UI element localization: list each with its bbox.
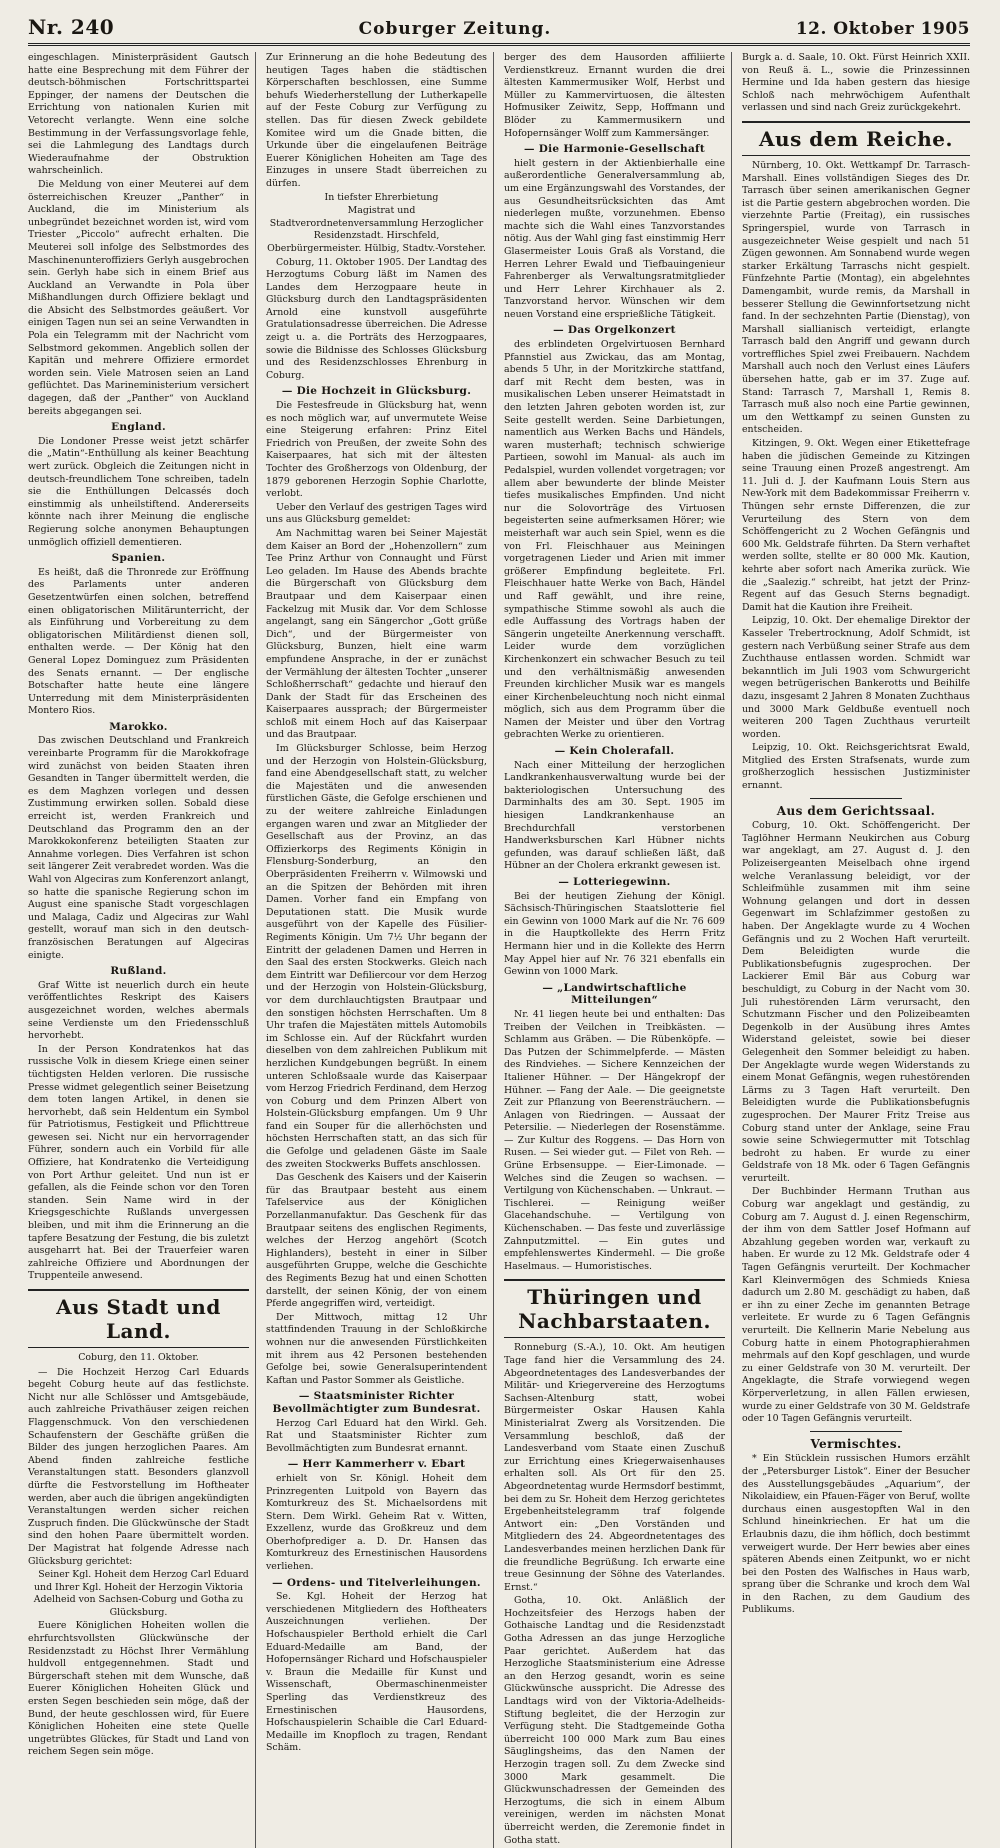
- article-paragraph: Ueber den Verlauf des gestrigen Tages wird uns aus Glücksburg gemeldet:: [266, 501, 487, 526]
- article-paragraph: des erblindeten Orgelvirtuosen Bernhard Pfannstiel aus Zwickau, das am Montag, abends 5 Uhr, in der Moritzkirche stattfand, darf mit Recht dem besten, was in musikalischen Leben unserer Heimatstadt in den letzten Jahren geboten worden ist, zur Seite gestellt werden. Seine Darbietungen, namentlich aus Werken Bachs und Händels, waren musterhaft; technisch schwierige Partieen, sowohl im Manual- als auch im Pedalspiel, wurden vollendet vorgetragen; vor allem aber bewunderte der blinde Meister tiefes musikalisches Empfinden. Und nicht nur die Solovorträge des Virtuosen begeisterten seine aufmerksamen Hörer; wie meisterhaft war auch sein Spiel, wenn es die von Frl. Fleischhauer aus Meiningen vorgetragenen Lieder und Arien mit immer größerer Empfindung begleitete. Frl. Fleischhauer hatte Werke von Bach, Händel und Raff gewählt, und ihre reine, sympathische Stimme sowohl als auch die edle Auffassung des Vortrags haben der Sängerin ungeteilte Anerkennung verschafft. Leider wurde dem vorzüglichen Kirchenkonzert ein schwacher Besuch zu teil und den verhältnismäßig anwesenden Freunden kirchlicher Musik war es mangels einer Kirchenbeleuchtung noch nicht einmal möglich, sich aus dem Programm über die Namen der Meister und über den Vortrag gebrachten Werke zu orientieren.: [504, 339, 725, 741]
- masthead: [28, 12, 970, 46]
- article-paragraph: Ronneburg (S.-A.), 10. Okt. Am heutigen Tage fand hier die Versammlung des 24. Abgeordnetentages des Landesverbandes der Militär- und Kriegervereine des Herzogtums Sachsen-Altenburg statt, wobei Bürgermeister Oskar Hausen Kahla Ministerialrat Zwerg als Vorsitzenden. Die Versammlung beschloß, daß der Landesverband vom Staate einen Zuschuß zur Errichtung eines Kriegerwaisenhauses erhalten soll. Als Ort für den 25. Abgeordnetentag wurde Hermsdorf bestimmt, bei dem zu Sr. Hoheit dem Herzog gerichtetes Ergebenheitstelegramm traf folgende Antwort ein: „Den Vorständen und Mitgliedern des 24. Abgeordnetentages des Landesverbandes meinen herzlichen Dank für die freundliche Begrüßung. Ich erwarte eine treue Gesinnung der Söhne des Vaterlandes. Ernst.“: [504, 1342, 725, 1593]
- article-paragraph: Euere Königlichen Hoheiten wollen die ehrfurchtsvollsten Glückwünsche der Residenzstadt zu Höchst Ihrer Vermählung huldvoll entgegennehmen. Stadt und Bürgerschaft stehen mit dem Wunsche, daß Euerer Königlichen Hoheiten Glück und ersten Segen beschieden sein möge, daß der Bund, der heute geschlossen wird, für Euere Königlichen Hoheiten eine stete Quelle ungetrübtes Glückes, für Stadt und Land von reichem Segen sein möge.: [28, 1620, 249, 1758]
- section-heading: Spanien.: [111, 552, 166, 565]
- article-paragraph: erhielt von Sr. Königl. Hoheit dem Prinzregenten Luitpold von Bayern das Komturkreuz des St. Michaelsordens mit Stern. Dem Wirkl. Geheim Rat v. Witten, Exzellenz, wurde das Großkreuz und dem Oberhofprediger a. D. Dr. Hansen das Komturkreuz des Ernestinischen Hausordens verliehen.: [266, 1472, 487, 1573]
- article-paragraph: Se. Kgl. Hoheit der Herzog hat verschiedenen Mitgliedern des Hoftheaters Auszeichnungen verliehen. Der Hofschauspieler Berthold erhielt die Carl Eduard-Medaille am Band, der Hofopernsänger Richard und Hofschauspieler v. Braun die Medaille für Kunst und Wissenschaft, Obermaschinenmeister Sperling das Verdienstkreuz des Ernestinischen Hausordens, Hofschauspielerin Schaible die Carl Eduard-Medaille im Knopfloch zu tragen, Rendant Schäm.: [266, 1591, 487, 1754]
- article-paragraph: Das zwischen Deutschland und Frankreich vereinbarte Programm für die Marokkofrage wird zunächst von beiden Staaten ihren Gesandten in Tanger übermittelt werden, die es dem Maghzen vorlegen und dessen Zustimmung erwirken sollen. Sobald diese erreicht ist, werden Frankreich und Deutschland das Programm den an der Marokkokonferenz beteiligten Staaten zur Annahme vorlegen. Dies Verfahren ist schon seit längerer Zeit verabredet worden. Was die Wahl von Algeciras zum Konferenzort anlangt, so hatte die spanische Regierung schon im August eine spanische Stadt vorgeschlagen und Malaga, Cadiz und Algeciras zur Wahl gestellt, worauf man sich in den deutsch-französischen Beratungen auf Algeciras einigte.: [28, 735, 249, 961]
- article-paragraph: Coburg, 11. Oktober 1905. Der Landtag des Herzogtums Coburg läßt im Namen des Landes dem Herzogpaare heute in Glücksburg durch den Landtagspräsidenten Arnold eine kunstvoll ausgeführte Gratulationsadresse überreichen. Die Adresse zeigt u. a. die Porträts des Herzogpaares, sowie die Bildnisse des Schlosses Glücksburg und des Residenzschlosses Ehrenburg in Coburg.: [266, 256, 487, 381]
- section-divider: [810, 798, 901, 799]
- issue-date: 12. Oktober 1905: [795, 19, 970, 39]
- article-paragraph: eingeschlagen. Ministerpräsident Gautsch hatte eine Besprechung mit dem Führer der deutsch-böhmischen Fortschrittspartei Eppinger, der namens der Deutschen die Errichtung von nationalen Kurien mit Vetorecht verlangte. Wenn eine solche Bestimmung in der Verfassungsvorlage fehle, sei die Lahmlegung des Landtags durch Wiederaufnahme der Obstruktion wahrscheinlich.: [28, 52, 249, 177]
- dateline: Coburg, den 11. Oktober.: [78, 1352, 199, 1363]
- article-paragraph: Burgk a. d. Saale, 10. Okt. Fürst Heinrich XXII. von Reuß ä. L., sowie die Prinzessinnen Hermine und Ida haben gestern das hiesige Schloß nach mehrwöchigem Aufenthalt verlassen und sind nach Greiz zurückgekehrt.: [742, 52, 970, 114]
- article-paragraph: * Ein Stücklein russischen Humors erzählt der „Petersburger Listok“. Einer der Besucher des Ausstellungsgebäudes „Aquarium“, der Nikolaidiew, ein Pfauen-Fäger von Beruf, wollte durchaus einen ausgestopften Wal in den Schlund hineinkriechen. Er hat um die Erlaubnis dazu, die ihm höflich, doch bestimmt verweigert wurde. Der Herr bewies aber eines späteren Abends einen Zeitpunkt, wo er nicht bei den Posten des Walfisches in Haus warb, sprang über die Schranke und kroch dem Wal in den Rachen, zu dem Gaudium des Publikums.: [742, 1453, 970, 1616]
- section-heading: — Ordens- und Titelverleihungen.: [272, 1576, 481, 1589]
- section-heading: England.: [111, 421, 166, 434]
- section-heading: — Lotteriegewinn.: [558, 876, 671, 888]
- article-paragraph: Die Meldung von einer Meuterei auf dem österreichischen Kreuzer „Panther“ in Auckland, die im Ministerium als unbegründet bezeichnet worden ist, wird vom Triester „Piccolo“ aufrecht erhalten. Die Meuterei soll infolge des Selbstmordes des Maschinenunteroffiziers Gerlyh ausgebrochen sein. Gerlyh habe sich in einem Brief aus Auckland an Verwandte in Pola über Mißhandlungen durch Offiziere beklagt und die Absicht des Selbstmordes geäußert. Vor einigen Tagen nun sei an seine Verwandten in Pola ein Telegramm mit der Nachricht vom Selbstmord gekommen. Angeblich sollen der Kapitän und mehrere Offiziere ermordet worden sein. Viele Matrosen seien an Land geflüchtet. Das Marineministerium versichert dagegen, daß der „Panther“ von Auckland bereits abgegangen sei.: [28, 178, 249, 417]
- article-paragraph: Nürnberg, 10. Okt. Wettkampf Dr. Tarrasch-Marshall. Eines vollständigen Sieges des Dr. Tarrasch über seinen amerikanischen Gegner ist die Partie gestern abgebrochen worden. Die vierzehnte Partie (Freitag), ein russisches Springerspiel, wurde von Tarrasch in ausgezeichneter Weise gespielt und nach 51 Zügen gewonnen. Am Sonnabend wurde wegen starker Erkältung Tarraschs nicht gespielt. Fünfzehnte Partie (Montag), ein abgelehntes Damengambit, wurde remis, da Marshall in besserer Stellung die Gewinnfortsetzung nicht fand. In der sechzehnten Partie (Dienstag), von Marshall siallianisch verteidigt, erlangte Tarrasch bald den Angriff und gewann durch vortreffliches Spiel zwei Freibauern. Nachdem Marshall auch noch den Verlust eines Läufers übersehen hatte, gab er im 37. Zuge auf. Stand: Tarrasch 7, Marshall 1, Remis 8. Tarrasch muß also noch eine Partie gewinnen, um den Wettkampf zu seinen Gunsten zu entscheiden.: [742, 159, 970, 436]
- section-heading: Vermischtes.: [810, 1436, 902, 1451]
- department-title: Aus Stadt und Land.: [28, 1289, 249, 1348]
- article-paragraph: Am Nachmittag waren bei Seiner Majestät dem Kaiser an Bord der „Hohenzollern“ zum Tee Prinz Arthur von Connaught und Fürst Leo geladen. Im Hause des Abends brachte die Bürgerschaft von Glücksburg dem Brautpaar und dem Kaiserpaar einen Fackelzug mit Musik dar. Vor dem Schlosse angelangt, sang ein Sängerchor „Gott grüße Dich“, und der Bürgermeister von Glücksburg, Bunzen, hielt eine warm empfundene Ansprache, in der er zunächst der Vermählung der ältesten Tochter „unserer Schloßherrschaft“ gedachte und hierauf den Dank der Stadt für das Erscheinen des Kaiserpaares aussprach; der Bürgermeister schloß mit einem Hoch auf das Kaiserpaar und das Brautpaar.: [266, 527, 487, 741]
- address-salutation: Seiner Kgl. Hoheit dem Herzog Carl Eduard und Ihrer Kgl. Hoheit der Herzogin Viktoria Adelheid von Sachsen-Coburg und Gotha zu Glücksburg.: [33, 1569, 249, 1618]
- article-paragraph: Die Festesfreude in Glücksburg hat, wenn es noch möglich war, auf unvermutete Weise eine Steigerung erfahren: Prinz Eitel Friedrich von Preußen, der zweite Sohn des Kaiserpaares, hat sich mit der ältesten Tochter des Großherzogs von Oldenburg, der 1879 geborenen Herzogin Sophie Charlotte, verlobt.: [266, 400, 487, 500]
- section-heading: Rußland.: [110, 965, 167, 978]
- article-paragraph: Graf Witte ist neuerlich durch ein heute veröffentlichtes Reskript des Kaisers ausgezeichnet worden, welches abermals seine Verdienste um den Friedensschluß hervorhebt.: [28, 979, 249, 1042]
- article-paragraph: In tiefster Ehrerbietung: [324, 191, 439, 203]
- section-divider: [810, 1431, 901, 1432]
- article-paragraph: Es heißt, daß die Thronrede zur Eröffnung des Parlaments unter anderen Gesetzentwürfen einen solchen, betreffend einen obligatorischen Militärunterricht, der als Einführung und Vorbereitung zu dem obligatorischen Militärdienst dienen soll, enthalten werde. — Der König hat den General Lopez Dominguez zum Präsidenten des Senats ernannt. — Der englische Botschafter hatte heute eine längere Unterredung mit dem Ministerpräsidenten Montero Rios.: [28, 566, 249, 717]
- section-heading: Aus dem Gerichtssaal.: [776, 803, 936, 818]
- column-1: [28, 52, 256, 1848]
- columns: [28, 52, 970, 1846]
- department-title: Aus dem Reiche.: [742, 121, 970, 156]
- article-paragraph: Nr. 41 liegen heute bei und enthalten: Das Treiben der Veilchen in Treibkästen. — Schlamm aus Gräben. — Die Rübenköpfe. — Das Putzen der Schimmelpferde. — Mästen des Rindviehes. — Sichere Kennzeichen der Italiener Hühner. — Der Hängekropf der Hühner. — Fang der Aale. — Die geeignetste Zeit zur Pflanzung von Beerensträuchern. — Anlagen von Riedringen. — Aussaat der Petersilie. — Niederlegen der Rosenstämme. — Zur Kultur des Roggens. — Das Horn von Rusen. — Sei wieder gut. — Filet von Reh. — Grüne Erbsensuppe. — Eier-Limonade. — Welches sind die Zeugen so wachsen. — Vertilgung von Küchenschaben. — Unkraut. — Tischlerei. — Reinigung weißer Glacehandschuhe. — Vertilgung von Küchenschaben. — Das feste und zuverlässige Zahnputzmittel. — Ein gutes und empfehlenswertes Kindermehl. — Die große Haselmaus. — Humoristisches.: [504, 1008, 725, 1272]
- section-heading: — „Landwirtschaftliche Mitteilungen“: [542, 981, 687, 1007]
- article-paragraph: Der Buchbinder Hermann Truthan aus Coburg war angeklagt und geständig, zu Coburg am 7. August d. J. einen Regenschirm, der ihm von dem Sattler Josef Hofmann auf Abzahlung gegeben worden war, verkauft zu haben. Er wurde zu 12 Mk. Geldstrafe oder 4 Tagen Gefängnis verurteilt. Der Kochmacher Karl Kleinvermögen des Schmieds Kniesa dadurch um 2.80 M. geschädigt zu haben, daß er ihn zu einer Zeche im genannten Betrage verleitete. Er wurde zu 6 Tagen Gefängnis verurteilt. Die Kellnerin Marie Nebelung aus Coburg hatte in einem Photographierahmen mehrmals auf den Kopf geschlagen, und wurde zu einer Geldstrafe von 30 M. verurteilt. Der Angeklagte, die Strafe vorwiegend wegen Körperverletzung, in allen Fällen erwiesen, wurde zu einer Geldstrafe von 30 M. Geldstrafe oder 10 Tagen Gefängnis verurteilt.: [742, 1186, 970, 1425]
- article-paragraph: Die Londoner Presse weist jetzt schärfer die „Matin“-Enthüllung als keiner Beachtung wert zurück. Obgleich die Zeitungen nicht in deutsch-freundlichem Tone schreiben, tadeln sie die Enthüllungen Delcassés doch einstimmig als unheilstiftend. Andererseits könnte nach ihrer Meinung die englische Regierung solche anonymen Behauptungen unmöglich offiziell dementieren.: [28, 435, 249, 548]
- article-paragraph: — Die Hochzeit Herzog Carl Eduards begeht Coburg heute auf das festlichste. Nicht nur alle Schlösser und Amtsgebäude, auch zahlreiche Privathäuser zeigen reichen Flaggenschmuck. Von den verschiedenen Schaufenstern der Geschäfte grüßen die Bilder des jungen herzoglichen Paares. Am Abend finden zahlreiche festliche Veranstaltungen statt. Besonders glanzvoll dürfte die Festvorstellung im Hoftheater werden, aber auch die übrigen angekündigten Veranstaltungen werden sicher reichen Zuspruch finden. Die Glückwünsche der Stadt sind den hohen Paare übermittelt worden. Der Magistrat hat folgende Adresse nach Glücksburg gerichtet:: [28, 1366, 249, 1567]
- article-paragraph: berger des dem Hausorden affiliierte Verdienstkreuz. Ernannt wurden die drei ältesten Kammermusiker Wolf, Herbst und Müller zu Kammervirtuosen, die ältesten Hofmusiker Zeiwitz, Sepp, Hoffmann und Blöder zu Kammermusikern und Hofopernsänger Wolff zum Kammersänger.: [504, 52, 725, 139]
- column-3: [504, 52, 732, 1848]
- article-paragraph: Zur Erinnerung an die hohe Bedeutung des heutigen Tages haben die städtischen Körperschaften beschlossen, eine Summe behufs Wiederherstellung der Lutherkapelle auf der Feste Coburg zur Verfügung zu stellen. Das für diesen Zweck gebildete Komitee wird um die Gnade bitten, die Urkunde über die eingelaufenen Beiträge Euerer Königlichen Hoheiten am Tage des Einzuges in unsere Stadt überreichen zu dürfen.: [266, 52, 487, 189]
- section-heading: — Herr Kammerherr v. Ebart: [287, 1458, 466, 1471]
- article-paragraph: Herzog Carl Eduard hat den Wirkl. Geh. Rat und Staatsminister Richter zum Bevollmächtigten zum Bundesrat ernannt.: [266, 1417, 487, 1454]
- column-2: [266, 52, 494, 1848]
- signature-block: Magistrat und Stadtverordnetenversammlung Herzoglicher Residenzstadt. Hirschfeld, Oberbürgermeister. Hülbig, Stadtv.-Vorsteher.: [267, 205, 486, 254]
- article-paragraph: Bei der heutigen Ziehung der Königl. Sächsisch-Thüringischen Staatslotterie fiel ein Gewinn von 1000 Mark auf die Nr. 76 609 in die Hauptkollekte des Herrn Fritz Hermann hier und in die Kollekte des Herrn May Appel hier auf Nr. 76 321 ebenfalls ein Gewinn von 1000 Mark.: [504, 890, 725, 978]
- article-paragraph: Gotha, 10. Okt. Anläßlich der Hochzeitsfeier des Herzogs haben der Gothaische Landtag und die Residenzstadt Gotha Adressen an das junge Herzogliche Paar gerichtet. Außerdem hat das Herzogliche Staatsministerium eine Adresse an den Herzog gesandt, worin es seine Glückwünsche ausspricht. Die Adresse des Landtags wird von der Viktoria-Adelheids-Stiftung begleitet, die der Herzogin zur Verfügung steht. Die Stadtgemeinde Gotha überreicht 100 000 Mark zum Bau eines Säuglingsheims, das den Namen der Herzogin tragen soll. Zu dem Zwecke sind 3000 Mark gesammelt. Die Glückwunschadressen der Gemeinden des Herzogtums, die sich in einem Album vereinigen, werden im nächsten Monat überreicht werden, die Zeremonie findet in Gotha statt.: [504, 1595, 725, 1846]
- article-paragraph: Coburg, 10. Okt. Schöffengericht. Der Taglöhner Hermann Neukirchen aus Coburg war angeklagt, am 27. August d. J. den Polizeisergeanten Meiselbach ohne irgend welche Veranlassung beleidigt, vor der Schleifmühle zusammen mit ihm seine Wohnung gelangen und dort in dessen Gegenwart im Schlafzimmer gestoßen zu haben. Der Angeklagte wurde zu 4 Wochen Gefängnis und zu 2 Wochen Haft verurteilt. Dem Beleidigten wurde die Publikationsbefugnis zugesprochen. Der Lackierer Emil Bär aus Coburg war beschuldigt, zu Coburg in der Nacht vom 30. Juli ruhestörenden Lärm verursacht, den Schutzmann Fischer und den Polizeibeamten Degenkolb in der Ausübung ihres Amtes Widerstand geleistet, sowie bei dieser Gelegenheit den Sommer beleidigt zu haben. Der Angeklagte wurde wegen Widerstands zu einem Monat Gefängnis, wegen ruhestörenden Lärms zu 3 Tagen Haft verurteilt. Den Beleidigten wurde die Publikationsbefugnis zugesprochen. Der Maurer Fritz Treise aus Coburg stand unter der Anklage, seine Frau sowie seine Schwiegermutter mit Totschlag bedroht zu haben. Er wurde zu einer Geldstrafe von 18 Mk. oder 6 Tagen Gefängnis verurteilt.: [742, 820, 970, 1184]
- section-heading: — Die Harmonie-Gesellschaft: [523, 143, 706, 156]
- article-paragraph: Leipzig, 10. Okt. Der ehemalige Direktor der Kasseler Trebertrocknung, Adolf Schmidt, ist gestern nach Verbüßung seiner Strafe aus dem Zuchthause entlassen worden. Schmidt war bekanntlich im Juli 1903 vom Schwurgericht wegen betrügerischen Bankerotts und Beihilfe dazu, insgesamt 2 Jahren 8 Monaten Zuchthaus und 3000 Mark Geldbuße eventuell noch weiteren 200 Tagen Zuchthaus verurteilt worden.: [742, 615, 970, 740]
- article-paragraph: In der Person Kondratenkos hat das russische Volk in diesem Kriege einen seiner tüchtigsten Helden verloren. Die russische Presse widmet gelegentlich seiner Beisetzung dem toten langen Artikel, in denen sie hervorhebt, daß sein Heldentum ein Symbol für Patriotismus, Festigkeit und Pflichttreue gewesen sei. Nicht nur ein hervorragender Führer, sondern auch ein Vorbild für alle Offiziere, hat Kondratenko die Verteidigung von Port Arthur geleitet. Und nun ist er gefallen, als die Feinde schon vor den Toren standen. Sein Name wird in der Kriegsgeschichte Rußlands unvergessen bleiben, und mit ihm die Erinnerung an die tapfere Besatzung der Festung, die bis zuletzt ausgeharrt hat. Bei der Trauerfeier waren zahlreiche Offiziere und Abordnungen der Truppenteile anwesend.: [28, 1043, 249, 1282]
- article-paragraph: hielt gestern in der Aktienbierhalle eine außerordentliche Generalversammlung ab, um eine Ergänzungswahl des Vorstandes, der aus Gesundheitsrücksichten das Amt niederlegen mußte, vorzunehmen. Ebenso machte sich die Wahl eines Tanzvorstandes nötig. Aus der Wahl ging fast einstimmig Herr Glasermeister Louis Graß als Vorstand, die Herren Lehrer Ewald und Tiefbauingenieur Fahrenberger als Verwaltungsratmitglieder und Herr Lehrer Kirchhauer als 2. Tanzvorstand hervor. Wünschen wir dem neuen Vorstand eine ersprießliche Tätigkeit.: [504, 157, 725, 320]
- article-paragraph: Im Glücksburger Schlosse, beim Herzog und der Herzogin von Holstein-Glücksburg, fand eine Abendgesellschaft statt, zu welcher die Majestäten und die anwesenden fürstlichen Gäste, die Gefolge erschienen und zu der weitere zahlreiche Einladungen ergangen waren und zwar an Mitglieder der Gesellschaft aus der Provinz, an das Offizierkorps des Regiments Königin in Flensburg-Sonderburg, an den Oberpräsidenten Freiherrn v. Wilmowski und an die Spitzen der Behörden mit ihren Damen. Vorher fand ein Empfang von Deputationen statt. Die Musik wurde ausgeführt von der Kapelle des Füsilier-Regiments Königin. Um 7½ Uhr begann der Eintritt der geladenen Damen und Herren in den Saal des ersten Stockwerks. Gleich nach dem Eintritt war Defiliercour vor dem Herzog und der Herzogin von Holstein-Glücksburg, vor dem durchlauchtigsten Brautpaar und den sonstigen höchsten Herrschaften. Um 8 Uhr trafen die Majestäten mittels Automobils im Schlosse ein. Auf der Rückfahrt wurden dieselben von dem zahlreichen Publikum mit herzlichen Kundgebungen begrüßt. In einem unteren Schloßsaale wurde das Kaiserpaar vom Herzog Friedrich Ferdinand, dem Herzog von Coburg und dem Prinzen Albert von Holstein-Glücksburg empfangen. Um 9 Uhr fand ein Souper für die allerhöchsten und höchsten Herrschaften statt, an das sich für die Gefolge und geladenen Gäste im Saale des zweiten Stockwerks Buffets anschlossen.: [266, 743, 487, 1170]
- issue-number: Nr. 240: [28, 15, 115, 39]
- section-heading: — Kein Cholerafall.: [554, 745, 675, 758]
- article-paragraph: Der Mittwoch, mittag 12 Uhr stattfindenden Trauung in der Schloßkirche wohnen nur die anwesenden Fürstlichkeiten mit ihrem aus 42 Personen bestehenden Gefolge bei, sowie Generalsuperintendent Kaftan und Pastor Sommer als Geistliche.: [266, 1311, 487, 1386]
- article-paragraph: Leipzig, 10. Okt. Reichsgerichtsrat Ewald, Mitglied des Ersten Strafsenats, wurde zum großherzoglich hessischen Justizminister ernannt.: [742, 742, 970, 792]
- department-title: Thüringen und Nachbarstaaten.: [504, 1279, 725, 1338]
- newspaper-title: Coburger Zeitung.: [358, 19, 552, 39]
- section-heading: — Staatsminister Richter Bevollmächtigter zum Bundesrat.: [272, 1390, 481, 1415]
- section-heading: — Die Hochzeit in Glücksburg.: [281, 385, 472, 398]
- article-paragraph: Das Geschenk des Kaisers und der Kaiserin für das Brautpaar besteht aus einem Tafelservice aus der Königlichen Porzellanmanufaktur. Das Geschenk für das Brautpaar seitens des englischen Regiments, welches der Herzog angehört (Scotch Highlanders), besteht in einer in Silber ausgeführten Gruppe, welche die Geschichte des Regiments Bezug hat und einen Schotten darstellt, der seinen König, der von einem Pferde angegriffen wird, verteidigt.: [266, 1172, 487, 1310]
- article-paragraph: Kitzingen, 9. Okt. Wegen einer Etikettefrage haben die jüdischen Gemeinde zu Kitzingen seine Trauung einen Prozeß angestrengt. Am 11. Juli d. J. der Kaufmann Louis Stern aus New-York mit dem Badekommissar Freiherrn v. Thüngen sehr ernste Differenzen, die zur Verurteilung des Stern von dem Schöffengericht zu 2 Wochen Gefängnis und 600 Mk. Geldstrafe führten. Da Stern verhaftet werden sollte, stellte er 80 000 Mk. Kaution, kehrte aber sofort nach Amerika zurück. Wie die „Saalezig.“ schreibt, hat jetzt der Prinz-Regent auf das Gesuch Sterns begnadigt. Damit hat die Kaution ihre Freiheit.: [742, 438, 970, 613]
- article-paragraph: Nach einer Mitteilung der herzoglichen Landkrankenhausverwaltung wurde bei der bakteriologischen Untersuchung des Darminhalts des am 30. Sept. 1905 im hiesigen Landkrankenhause an Brechdurchfall verstorbenen Handwerksburschen Karl Hübner nichts gefunden, was darauf schließen läßt, daß Hübner an der Cholera erkrankt gewesen ist.: [504, 759, 725, 872]
- section-heading: — Das Orgelkonzert: [553, 324, 676, 337]
- section-heading: Marokko.: [109, 720, 168, 733]
- column-4: [742, 52, 970, 1848]
